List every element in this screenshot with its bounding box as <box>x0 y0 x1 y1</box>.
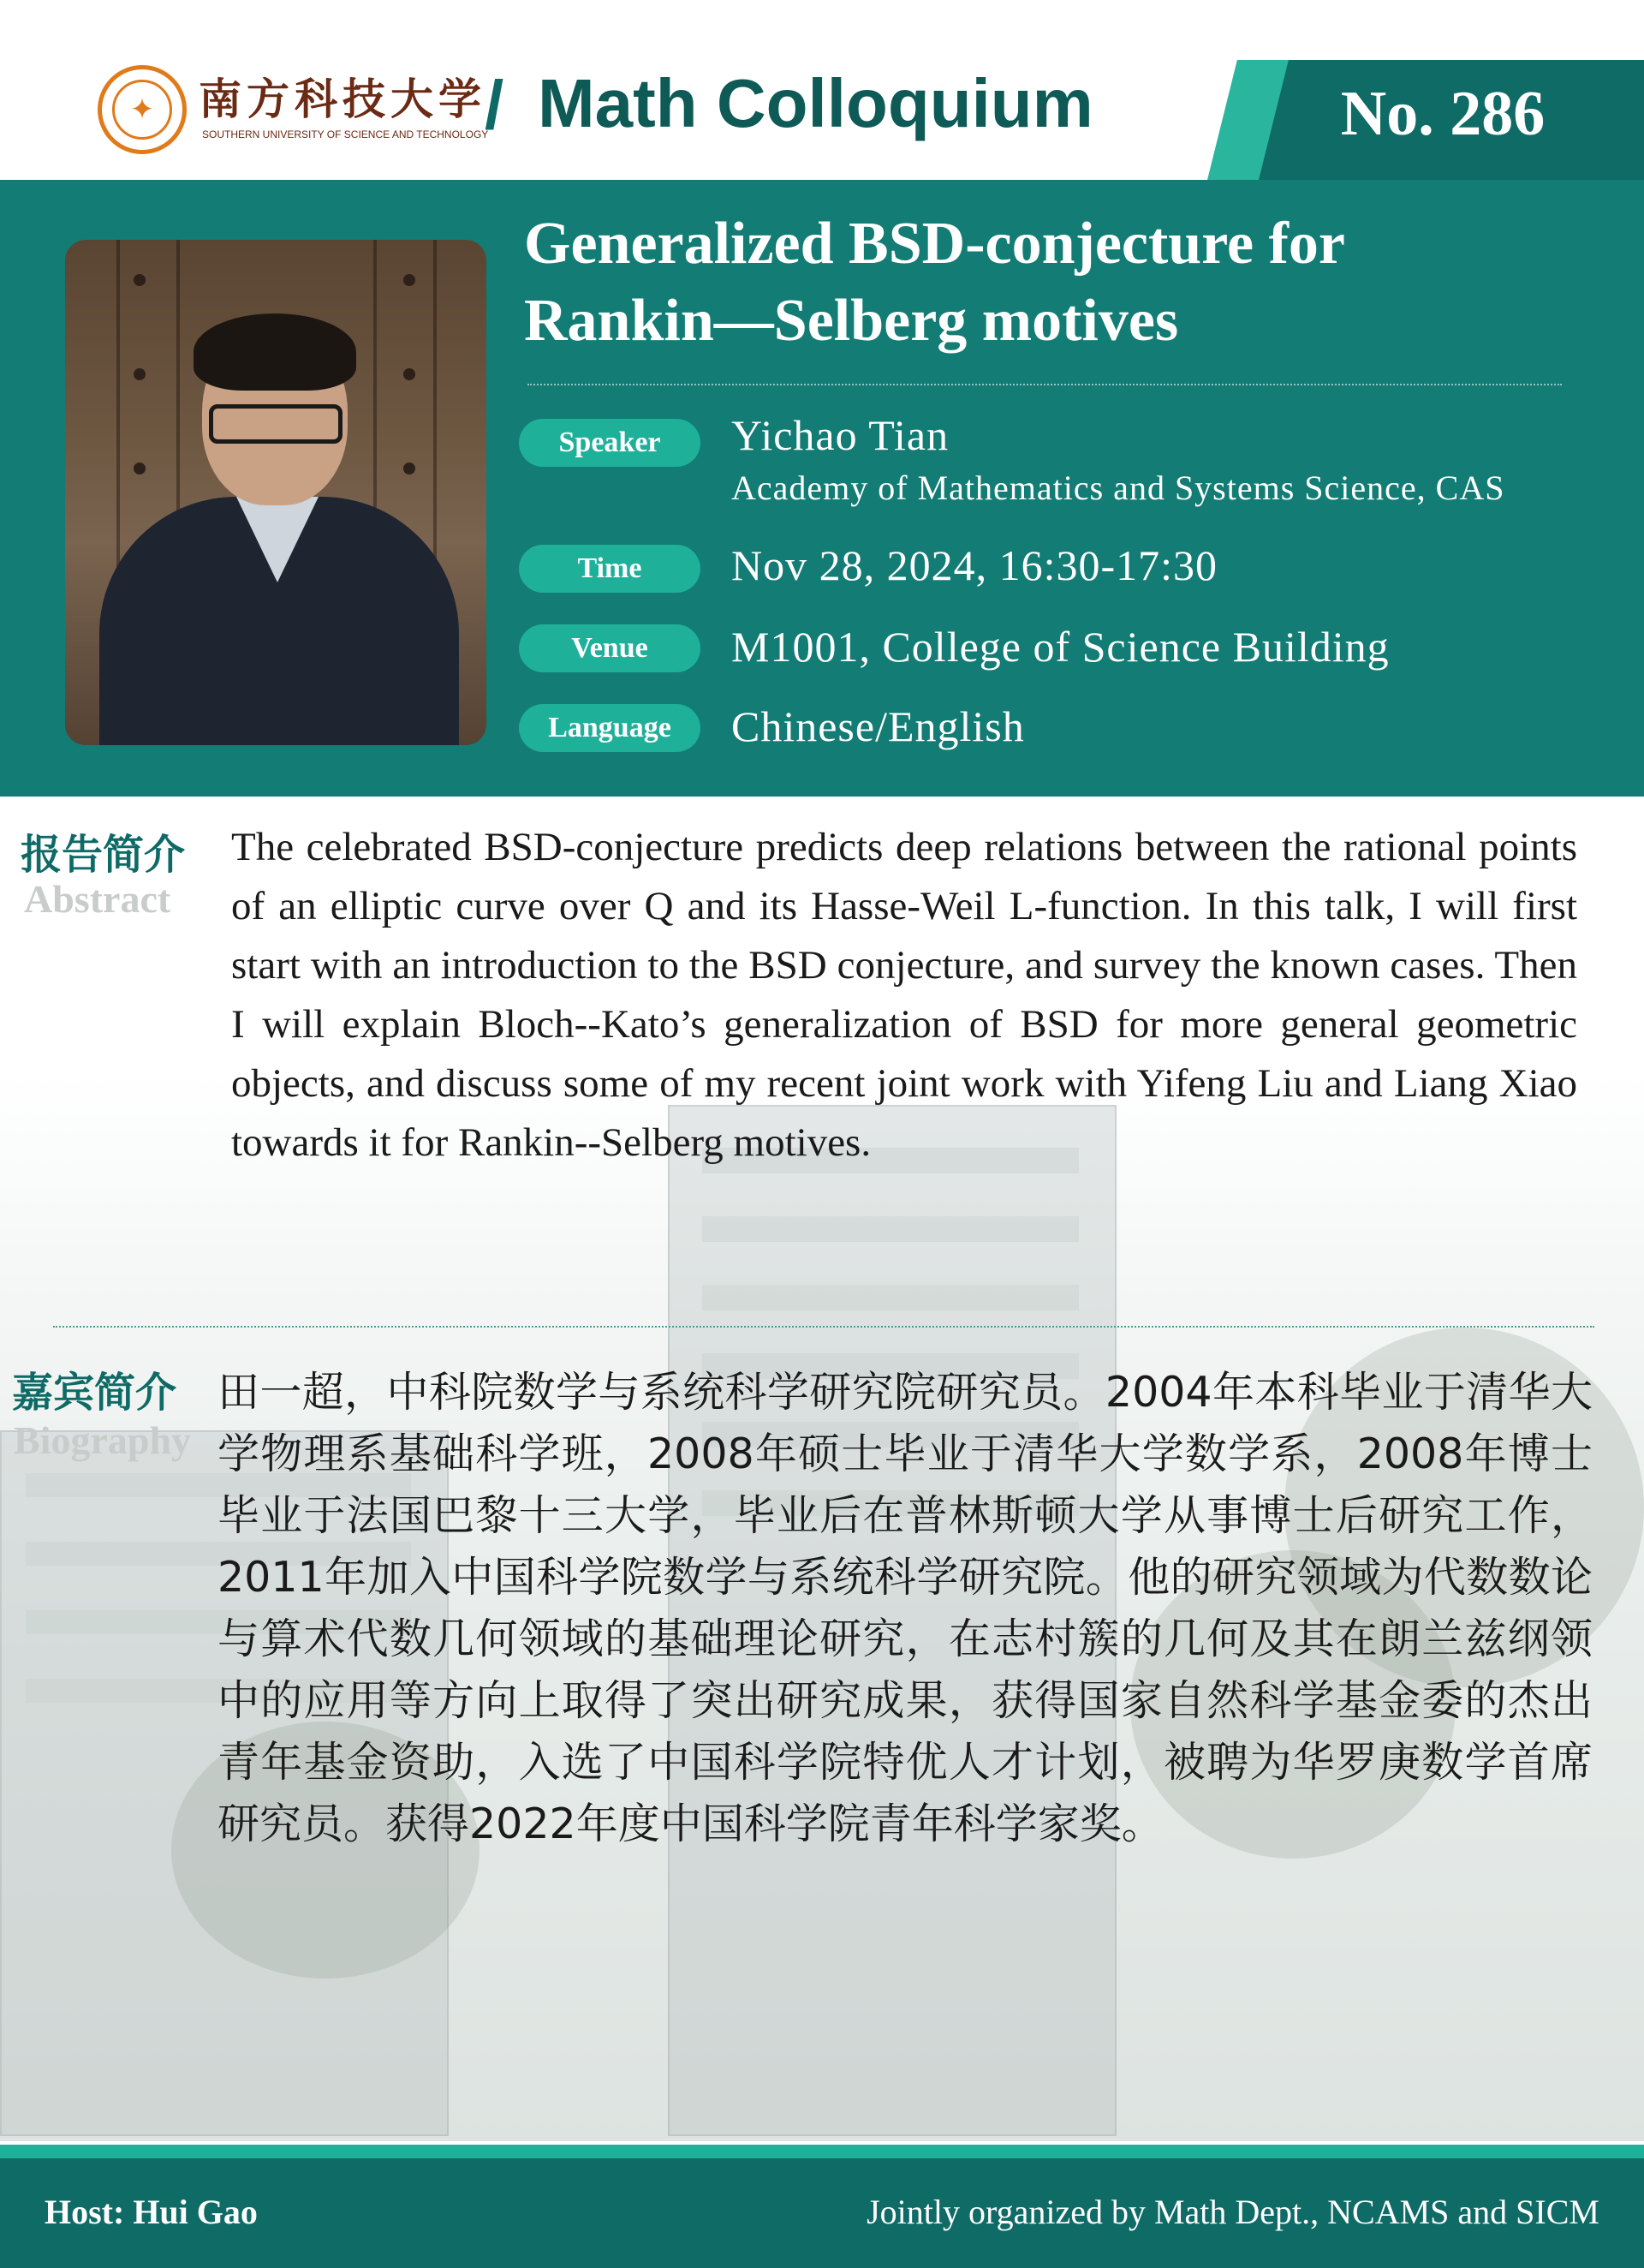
talk-title-line-2: Rankin—Selberg motives <box>524 288 1179 354</box>
abstract-label-cn: 报告简介 <box>21 831 186 879</box>
talk-title-line-1: Generalized BSD-conjecture for <box>524 211 1345 277</box>
speaker-name: Yichao Tian <box>731 411 950 459</box>
university-name-cn: 南方科技大学 <box>199 74 486 124</box>
abstract-label-en: Abstract <box>24 877 171 921</box>
time-value: Nov 28, 2024, 16:30-17:30 <box>731 541 1218 589</box>
biography-text: 田一超，中科院数学与系统科学研究院研究员。2004年本科毕业于清华大学物理系基础科学班，2008年硕士毕业于清华大学数学系，2008年博士毕业于法国巴黎十三大学，毕业后在普林斯顿大学从事博士后研究工作，2011年加入中国科学院数学与系统科学研究院。他的研究领域为代数数论与算术代数几何领域的基础理论研究，在志村簇的几何及其在朗兰兹纲领中的应用等方向上取得了突出研究成果，获得国家自然科学基金委的杰出青年基金资助，入选了中国科学院特优人才计划，被聘为华罗庚数学首席研究员。获得2022年度中国科学院青年科学家奖。 <box>217 1368 1593 1848</box>
host-name: Host: Hui Gao <box>45 2193 258 2231</box>
section-divider <box>53 1326 1594 1328</box>
biography-label-en: Biography <box>14 1418 192 1462</box>
venue-label: Venue <box>519 624 700 672</box>
header-separator: / <box>485 67 504 143</box>
time-label: Time <box>519 545 700 593</box>
speaker-photo <box>65 240 486 745</box>
language-label: Language <box>519 704 700 752</box>
header <box>0 0 1644 180</box>
biography-label-cn: 嘉宾简介 <box>12 1369 177 1417</box>
page-title: Math Colloquium <box>538 65 1093 141</box>
university-logo-icon: ✦ <box>98 65 187 154</box>
issue-number: No. 286 <box>1340 79 1546 149</box>
speaker-affiliation: Academy of Mathematics and Systems Science, CAS <box>731 469 1505 507</box>
organizers: Jointly organized by Math Dept., NCAMS and SICM <box>867 2193 1599 2231</box>
footer-accent-stripe <box>0 2145 1644 2158</box>
talk-title <box>524 206 1586 360</box>
title-divider <box>527 384 1562 385</box>
language-value: Chinese/English <box>731 702 1025 750</box>
abstract-text: The celebrated BSD-conjecture predicts deep relations between the rational points of an elliptic curve over Q and its Hasse-Weil L-function. In this talk, I will first start with an introduction to the BSD conjecture, and survey the known cases. Then I will explain Bloch--Kato’s generalization of BSD for more general geometric objects, and discuss some of my recent joint work with Yifeng Liu and Liang Xiao towards it for Rankin--Selberg motives. <box>231 825 1577 1165</box>
university-name-en: SOUTHERN UNIVERSITY OF SCIENCE AND TECHNOLOGY <box>202 128 489 140</box>
venue-value: M1001, College of Science Building <box>731 623 1390 671</box>
speaker-label: Speaker <box>519 419 700 467</box>
